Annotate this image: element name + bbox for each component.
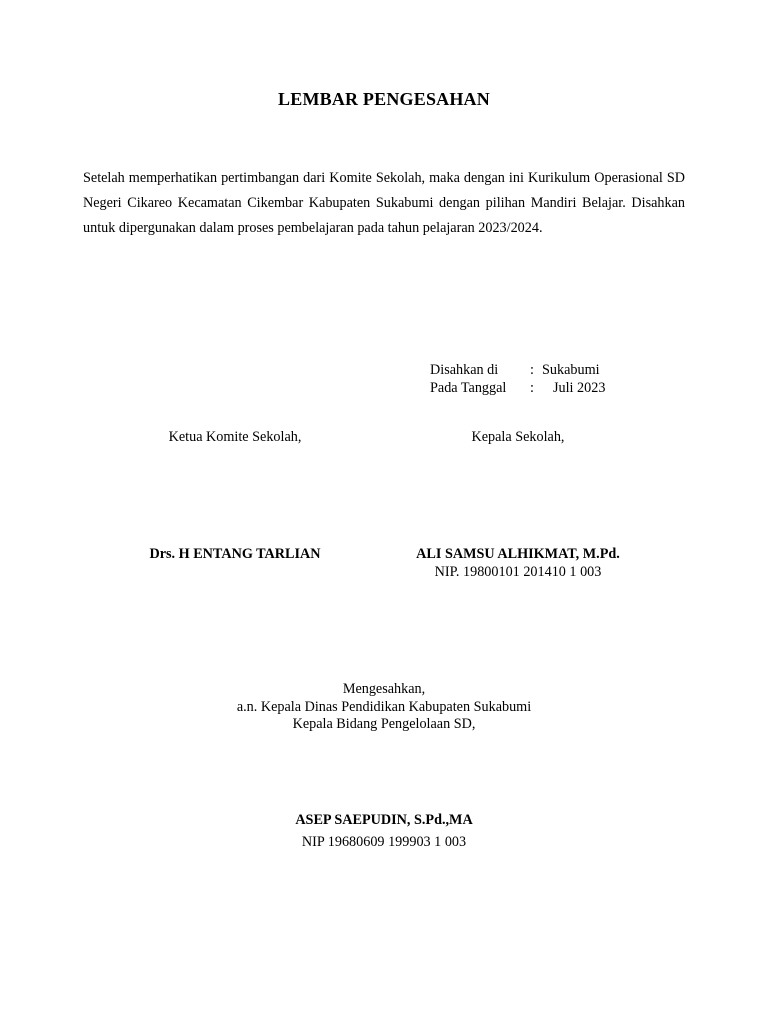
committee-role: Ketua Komite Sekolah, xyxy=(168,429,302,445)
date-value: Juli 2023 xyxy=(553,380,606,396)
place-separator: : xyxy=(530,362,534,378)
endorsement-block xyxy=(0,681,768,734)
date-label: Pada Tanggal xyxy=(430,380,507,396)
endorsement-line-3: Kepala Bidang Pengelolaan SD, xyxy=(292,716,476,732)
committee-name: Drs. H ENTANG TARLIAN xyxy=(149,546,321,562)
principal-nip: NIP. 19800101 201410 1 003 xyxy=(434,564,602,580)
page-title: LEMBAR PENGESAHAN xyxy=(278,89,490,109)
ratification-details xyxy=(430,361,605,397)
endorsement-line-1: Mengesahkan, xyxy=(342,681,426,697)
ratification-paragraph: Setelah memperhatikan pertimbangan dari Komite Sekolah, maka dengan ini Kurikulum Operasional SD Negeri Cikareo Kecamatan Cikembar Kabupaten Sukabumi dengan pilihan Mandiri Belajar. Disahkan untuk dipergunakan dalam proses pembelajaran pada tahun pelajaran 2023/2024. xyxy=(83,170,685,236)
place-row xyxy=(430,361,605,379)
principal-name: ALI SAMSU ALHIKMAT, M.Pd. xyxy=(416,546,620,562)
date-separator: : xyxy=(530,380,534,396)
endorsement-line-2: a.n. Kepala Dinas Pendidikan Kabupaten Sukabumi xyxy=(236,698,532,715)
date-row xyxy=(430,379,605,397)
endorser-name: ASEP SAEPUDIN, S.Pd.,MA xyxy=(295,812,473,828)
place-value: Sukabumi xyxy=(542,362,600,378)
endorser-nip: NIP 19680609 199903 1 003 xyxy=(301,834,467,850)
principal-role: Kepala Sekolah, xyxy=(471,429,565,445)
place-label: Disahkan di xyxy=(430,362,499,378)
